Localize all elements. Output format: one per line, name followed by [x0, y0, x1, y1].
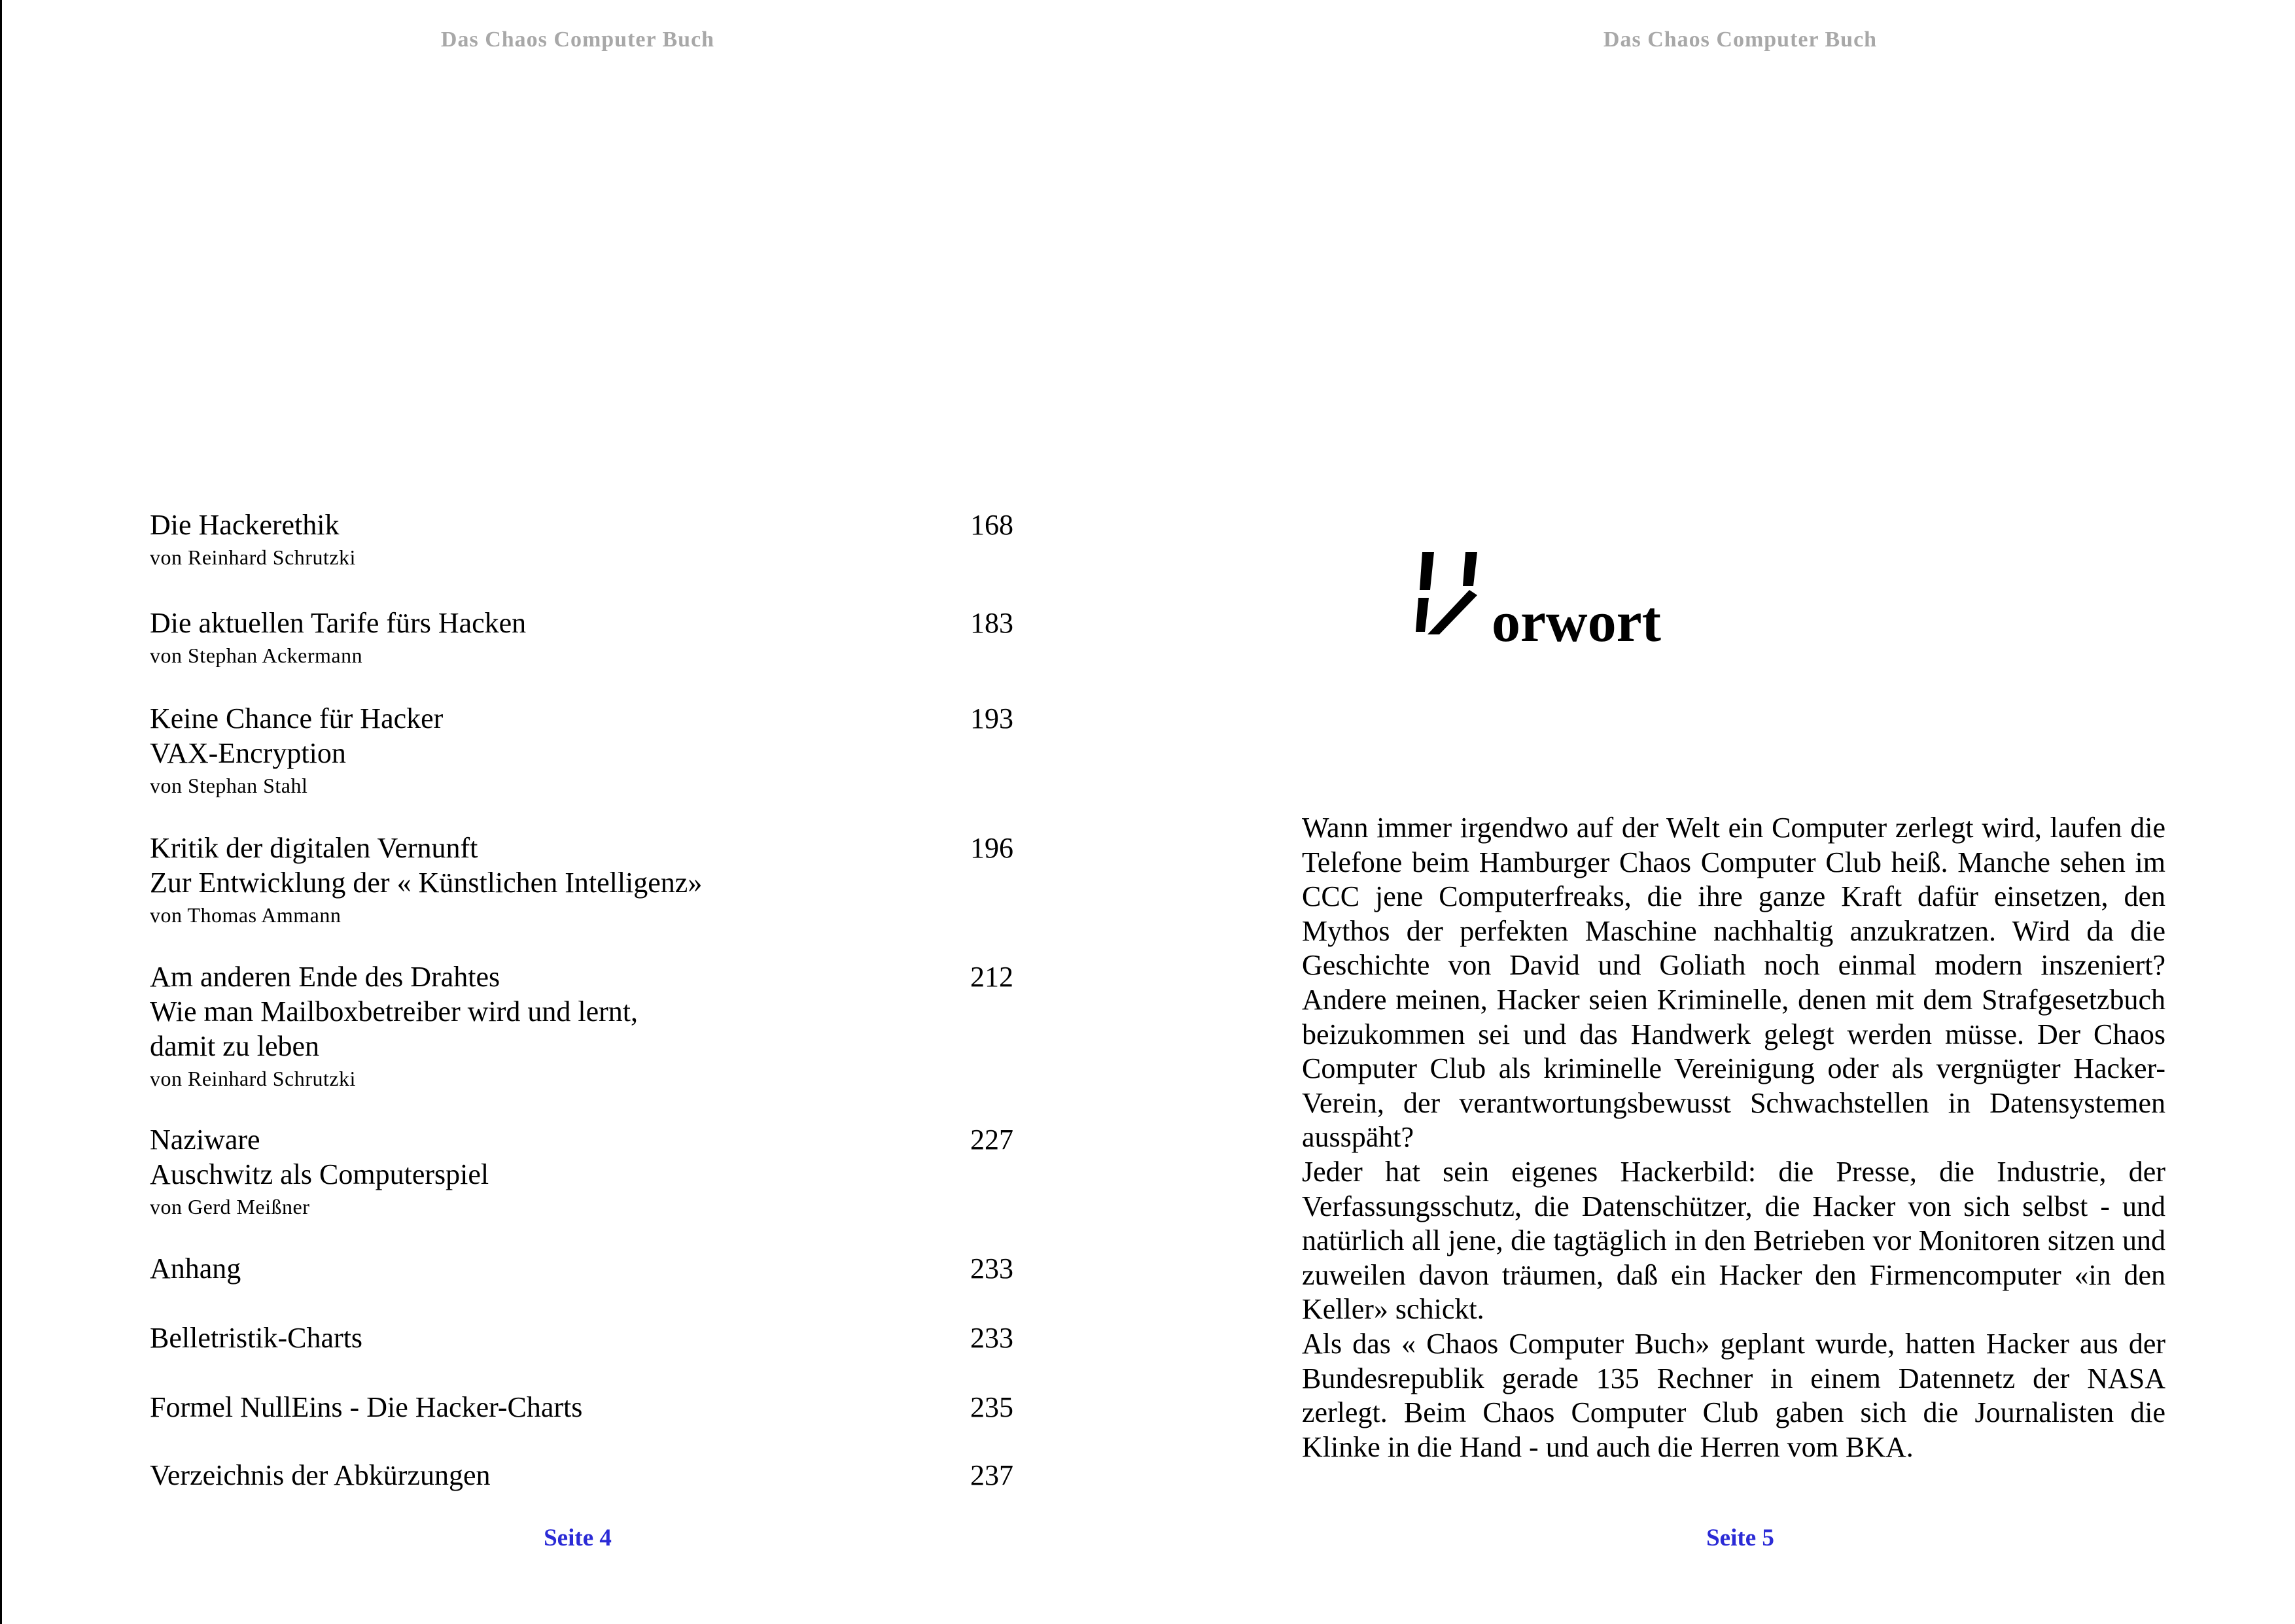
toc-title: Die Hackerethik: [150, 509, 340, 541]
paragraph: Als das « Chaos Computer Buch» geplant wurde, hatten Hacker aus der Bundesrepublik gerade 135 Rechner in einem Datennetz der NASA zerlegt. Beim Chaos Computer Club gaben sich die Journalisten die Klinke in die Hand - und auch die Herren vom BKA.: [1302, 1327, 2165, 1463]
toc-page-number: 235: [970, 1391, 1013, 1423]
toc-entry[interactable]: [150, 701, 1013, 801]
toc-page-number: 233: [970, 1322, 1013, 1354]
chapter-title-text: orwort: [1492, 591, 1661, 654]
toc-title: Am anderen Ende des Drahtes: [150, 961, 500, 993]
toc-entry[interactable]: [150, 831, 1013, 930]
toc-title: Naziware: [150, 1124, 260, 1156]
toc-title: Belletristik-Charts: [150, 1322, 363, 1354]
toc-entry[interactable]: [150, 1321, 1013, 1355]
toc-entry[interactable]: [150, 1122, 1013, 1222]
toc-author: von Thomas Ammann: [150, 903, 342, 927]
toc-page-number: 196: [970, 832, 1013, 864]
toc-title: Kritik der digitalen Vernunft: [150, 832, 478, 864]
page-number: Seite 5: [1706, 1525, 1774, 1551]
paragraph: Wann immer irgendwo auf der Welt ein Computer zerlegt wird, laufen die Telefone beim Hamburger Chaos Computer Club heiß. Manche sehen im CCC jene Computerfreaks, die ihre ganze Kraft dafür einsetzen, den Mythos der perfekten Maschine nachhaltig anzukratzen. Wird da die Geschichte von David und Goliath noch einmal modern inszeniert? Andere meinen, Hacker seien Kriminelle, denen mit dem Strafgesetzbuch beizukommen sei und das Handwerk gelegt werden müsse. Der Chaos Computer Club als kriminelle Vereinigung oder als vergnügter Hacker-Verein, der verantwortungsbewusst Schwachstellen in Datensystemen ausspäht?: [1302, 812, 2165, 1154]
toc-title: Die aktuellen Tarife fürs Hacken: [150, 607, 527, 639]
toc-title: Formel NullEins - Die Hacker-Charts: [150, 1391, 583, 1423]
stylized-initial-v: [1413, 549, 1479, 641]
toc-author: von Gerd Meißner: [150, 1195, 310, 1218]
toc-title: Anhang: [150, 1253, 241, 1285]
toc-subtitle: damit zu leben: [150, 1030, 320, 1062]
chapter-title: [1413, 549, 1753, 661]
toc-subtitle: Auschwitz als Computerspiel: [150, 1158, 489, 1190]
running-header: Das Chaos Computer Buch: [1603, 27, 1878, 52]
toc-page-number: 212: [970, 961, 1013, 993]
toc-entry[interactable]: [150, 1251, 1013, 1286]
toc-entry[interactable]: [150, 606, 1013, 670]
toc-subtitle: Zur Entwicklung der « Künstlichen Intelligenz»: [150, 867, 703, 899]
toc-page-number: 233: [970, 1253, 1013, 1285]
toc-page-number: 237: [970, 1459, 1013, 1491]
toc-entry[interactable]: [150, 1390, 1013, 1425]
toc-page-number: 168: [970, 509, 1013, 541]
running-header: Das Chaos Computer Buch: [440, 27, 715, 52]
toc-author: von Stephan Ackermann: [150, 644, 363, 667]
page-number: Seite 4: [544, 1525, 612, 1551]
toc-page-number: 183: [970, 607, 1013, 639]
toc-entry[interactable]: [150, 508, 1013, 572]
toc-title: Keine Chance für Hacker: [150, 702, 444, 734]
toc-title: Verzeichnis der Abkürzungen: [150, 1459, 491, 1491]
toc-page-number: 227: [970, 1124, 1013, 1156]
toc-author: von Stephan Stahl: [150, 774, 308, 797]
toc-author: von Reinhard Schrutzki: [150, 1067, 356, 1090]
toc-page-number: 193: [970, 702, 1013, 734]
toc-entry[interactable]: [150, 959, 1013, 1094]
foreword-text: [1302, 811, 2165, 1464]
right-page: [1165, 0, 2295, 1624]
toc-subtitle: VAX-Encryption: [150, 737, 346, 769]
toc-author: von Reinhard Schrutzki: [150, 545, 356, 569]
toc-entry[interactable]: [150, 1458, 1013, 1493]
toc-subtitle: Wie man Mailboxbetreiber wird und lernt,: [150, 995, 639, 1028]
paragraph: Jeder hat sein eigenes Hackerbild: die Presse, die Industrie, der Verfassungsschutz, die Datenschützer, die Hacker von sich selbst - und natürlich all jene, die tagtäglich in den Betrieben vor Monitoren sitzen und zuweilen davon träumen, daß ein Hacker den Firmencomputer «in den Keller» schickt.: [1302, 1155, 2165, 1326]
